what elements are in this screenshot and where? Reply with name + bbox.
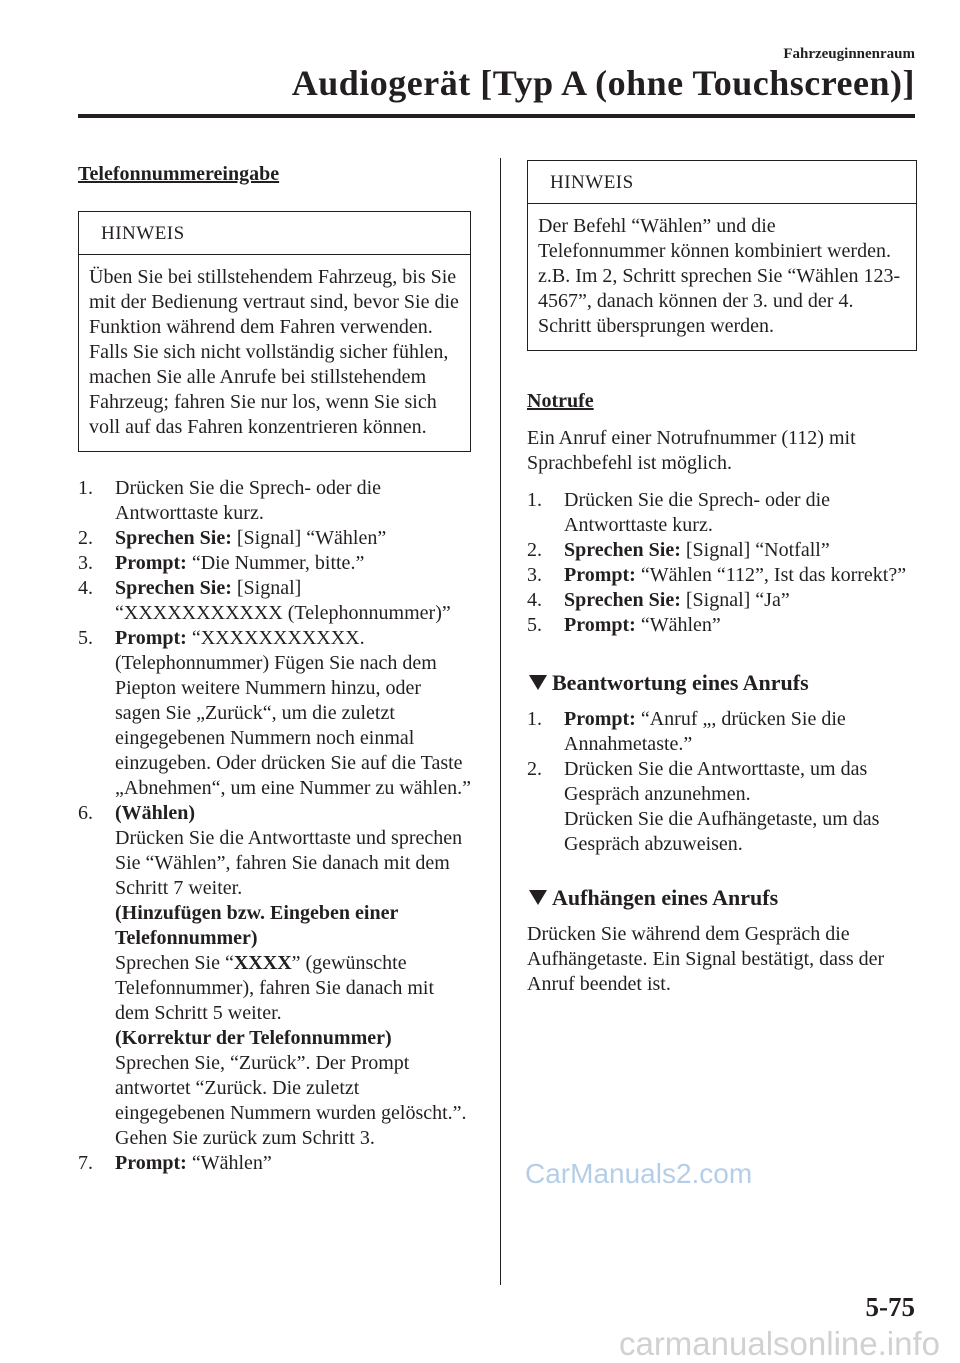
step-number: 5. bbox=[78, 627, 93, 649]
step-number: 4. bbox=[527, 589, 542, 611]
list-item bbox=[527, 488, 917, 538]
left-column bbox=[78, 162, 471, 1176]
step-label: Sprechen Sie: bbox=[115, 527, 232, 549]
step-text: Drücken Sie die Sprech- oder die Antworttaste kurz. bbox=[115, 477, 382, 524]
header-rule bbox=[78, 114, 915, 118]
list-item bbox=[527, 613, 917, 638]
step-text: “Anruf „, drücken Sie die Annahmetaste.” bbox=[564, 708, 846, 755]
step-text-bold: XXXX bbox=[233, 952, 292, 974]
list-item bbox=[78, 551, 471, 576]
triangle-down-icon bbox=[529, 675, 547, 690]
step-label: Prompt: bbox=[115, 1152, 187, 1174]
step-label: Prompt: bbox=[115, 627, 187, 649]
step-number: 2. bbox=[78, 527, 93, 549]
subheading-hang-up bbox=[527, 885, 917, 910]
step-text: Sprechen Sie, “Zurück”. Der Prompt antwortet “Zurück. Die zuletzt eingegebenen Nummern wurden gelöscht.”. Gehen Sie zurück zum Schritt 3. bbox=[115, 1052, 467, 1149]
watermark-logo: CarManuals2.com bbox=[525, 1158, 753, 1189]
step-label: Prompt: bbox=[564, 708, 636, 730]
step-subheading: (Hinzufügen bzw. Eingeben einer Telefonnummer) bbox=[115, 902, 398, 949]
step-number: 3. bbox=[78, 552, 93, 574]
section-title-telefonnummereingabe: Telefonnummereingabe bbox=[78, 163, 280, 185]
step-label: Sprechen Sie: bbox=[564, 539, 681, 561]
step-subheading: (Wählen) bbox=[115, 802, 195, 824]
step-label: Sprechen Sie: bbox=[115, 577, 232, 599]
step-number: 7. bbox=[78, 1152, 93, 1174]
step-text: Drücken Sie die Sprech- oder die Antworttaste kurz. bbox=[564, 489, 831, 536]
list-item bbox=[527, 707, 917, 757]
header-section-label: Fahrzeuginnenraum bbox=[783, 46, 915, 62]
note-text: Der Befehl “Wählen” und die Telefonnummer können kombiniert werden. z.B. Im 2, Schritt sprechen Sie “Wählen 123-4567”, danach können der 3. und der 4. Schritt übersprungen werden. bbox=[538, 215, 901, 337]
step-number: 2. bbox=[527, 758, 542, 780]
step-text: “Wählen “112”, Ist das korrekt?” bbox=[640, 564, 907, 586]
step-number: 6. bbox=[78, 802, 93, 824]
note-heading: HINWEIS bbox=[79, 212, 470, 255]
step-text: “Die Nummer, bitte.” bbox=[191, 552, 365, 574]
step-label: Prompt: bbox=[564, 564, 636, 586]
step-number: 4. bbox=[78, 577, 93, 599]
watermark-footer: carmanualsonline.info bbox=[618, 1325, 940, 1362]
list-item bbox=[527, 757, 917, 857]
page-title: Audiogerät [Typ A (ohne Touchscreen)] bbox=[291, 63, 915, 103]
step-number: 3. bbox=[527, 564, 542, 586]
list-item bbox=[78, 476, 471, 526]
step-label: Prompt: bbox=[564, 614, 636, 636]
step-text: “Wählen” bbox=[640, 614, 721, 636]
step-text: Drücken Sie die Antworttaste und sprechen Sie “Wählen”, fahren Sie danach mit dem Schritt 7 weiter. bbox=[115, 827, 463, 899]
step-text: “XXXXXXXXXXX. (Telephonnummer) Fügen Sie nach dem Piepton weitere Nummern hinzu, oder sagen Sie „Zurück“, um die zuletzt eingegebenen Nummern noch einmal einzugeben. Oder drücken Sie auf die Taste „Abnehmen“, um eine Nummer zu wählen.” bbox=[115, 627, 471, 799]
step-label: Prompt: bbox=[115, 552, 187, 574]
step-number: 2. bbox=[527, 539, 542, 561]
step-text: “Wählen” bbox=[191, 1152, 272, 1174]
list-item bbox=[78, 576, 471, 626]
emergency-intro: Ein Anruf einer Notrufnummer (112) mit Sprachbefehl ist möglich. bbox=[527, 427, 856, 474]
page-number: 5-75 bbox=[865, 1292, 915, 1322]
subheading-answer-call bbox=[527, 670, 917, 695]
step-text bbox=[115, 951, 471, 1026]
list-item bbox=[78, 801, 471, 1151]
answer-steps-list bbox=[527, 707, 917, 857]
list-item bbox=[527, 563, 917, 588]
step-text: [Signal] “Wählen” bbox=[236, 527, 387, 549]
right-column bbox=[527, 160, 917, 997]
note-box-right bbox=[527, 160, 917, 351]
step-text: [Signal] “XXXXXXXXXXX (Telephonnummer)” bbox=[115, 577, 451, 624]
subheading-text: Aufhängen eines Anrufs bbox=[552, 885, 779, 910]
emergency-steps-list bbox=[527, 488, 917, 638]
step-text: Drücken Sie die Antworttaste, um das Gespräch anzunehmen. Drücken Sie die Aufhängetaste, um das Gespräch abzuweisen. bbox=[564, 758, 880, 855]
step-label: Sprechen Sie: bbox=[564, 589, 681, 611]
list-item bbox=[527, 588, 917, 613]
column-divider bbox=[500, 158, 501, 1285]
list-item bbox=[78, 526, 471, 551]
dial-steps-list bbox=[78, 476, 471, 1176]
list-item bbox=[527, 538, 917, 563]
triangle-down-icon bbox=[529, 890, 547, 905]
step-number: 1. bbox=[78, 477, 93, 499]
section-title-notrufe: Notrufe bbox=[527, 390, 594, 412]
step-text-part: ” (gewünschte Telefonnummer), fahren Sie danach mit dem Schritt 5 weiter. bbox=[115, 952, 435, 1024]
list-item bbox=[78, 1151, 471, 1176]
note-box-left bbox=[78, 211, 471, 452]
subheading-text: Beantwortung eines Anrufs bbox=[552, 670, 809, 695]
step-text-part: Sprechen Sie “ bbox=[115, 952, 234, 974]
step-text: [Signal] “Ja” bbox=[685, 589, 790, 611]
step-number: 5. bbox=[527, 614, 542, 636]
note-heading: HINWEIS bbox=[528, 161, 916, 204]
step-text: [Signal] “Notfall” bbox=[685, 539, 830, 561]
step-subheading: (Korrektur der Telefonnummer) bbox=[115, 1027, 392, 1049]
step-number: 1. bbox=[527, 489, 542, 511]
list-item bbox=[78, 626, 471, 801]
step-number: 1. bbox=[527, 708, 542, 730]
hangup-text: Drücken Sie während dem Gespräch die Aufhängetaste. Ein Signal bestätigt, dass der Anruf beendet ist. bbox=[527, 923, 885, 995]
note-text: Üben Sie bei stillstehendem Fahrzeug, bis Sie mit der Bedienung vertraut sind, bevor Sie die Funktion während dem Fahren verwenden. Falls Sie sich nicht vollständig sicher fühlen, machen Sie alle Anrufe bei stillstehendem Fahrzeug; fahren Sie nur los, wenn Sie sich voll auf das Fahren konzentrieren können. bbox=[89, 266, 459, 438]
